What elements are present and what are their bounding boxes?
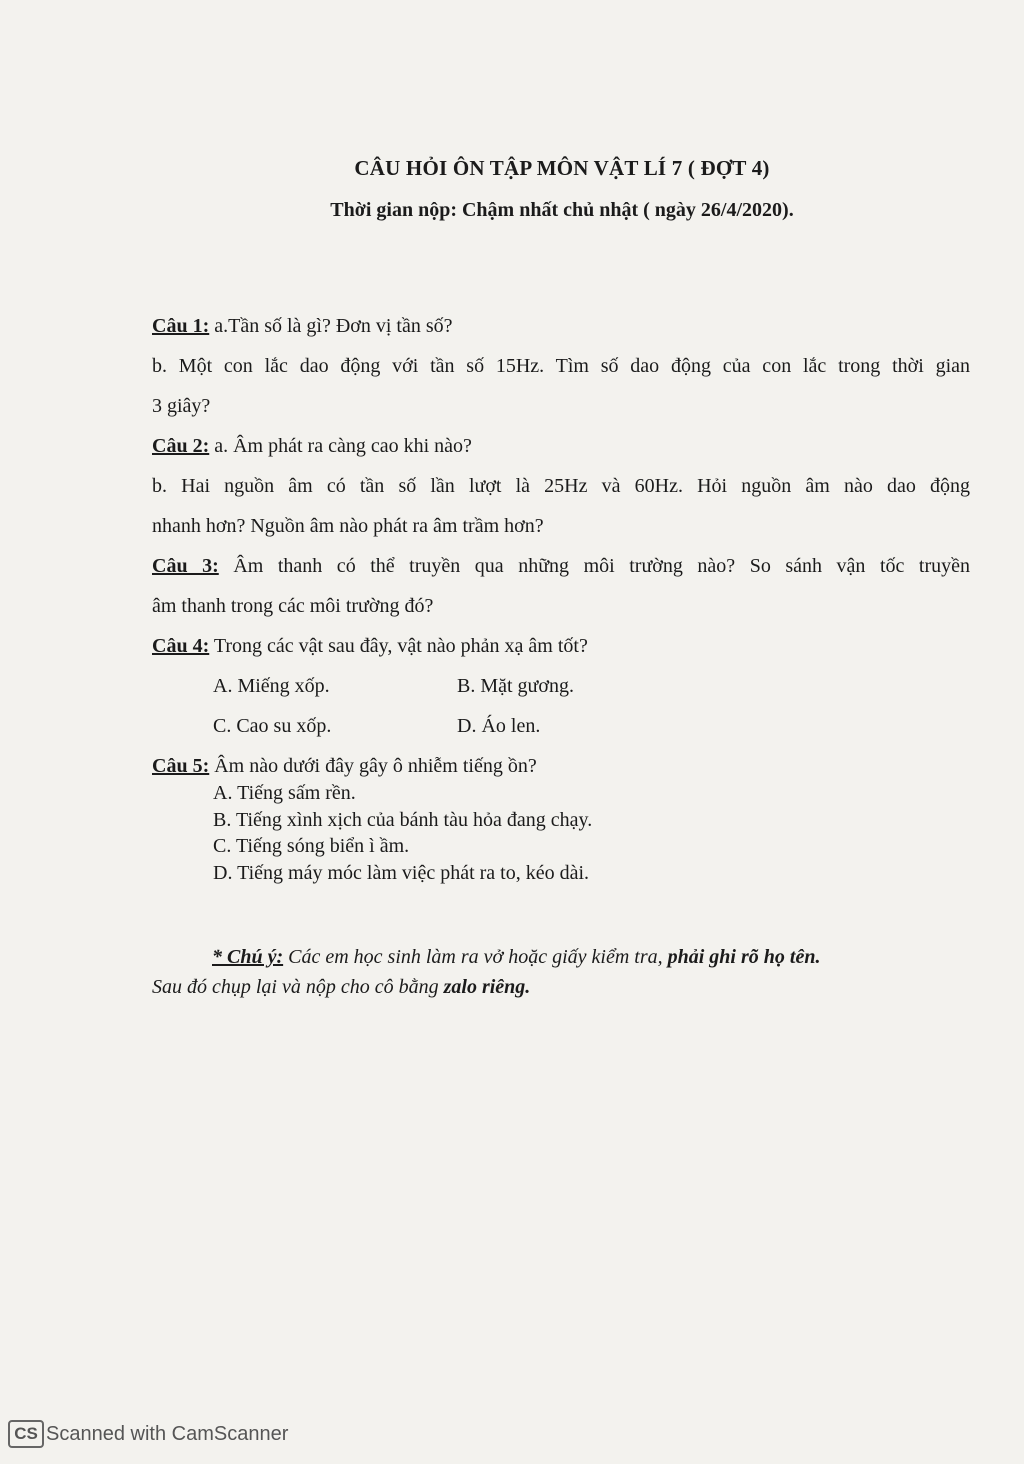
question-5-option-a: A. Tiếng sấm rền. [213, 782, 356, 804]
note-bold-1: phải ghi rõ họ tên. [667, 946, 821, 968]
question-1-part-b-line1: b. Một con lắc dao động với tần số 15Hz. Tìm số dao động của con lắc trong thời gian [152, 355, 970, 377]
question-4-text: Trong các vật sau đây, vật nào phản xạ âm tốt? [213, 635, 588, 657]
question-5-option-c: C. Tiếng sóng biển ì ầm. [213, 835, 410, 857]
note-line-1 [152, 942, 962, 972]
question-2-part-a: a. Âm phát ra càng cao khi nào? [214, 435, 472, 457]
scanner-watermark [8, 1418, 288, 1450]
question-2 [152, 426, 970, 466]
question-2-part-b-line1: b. Hai nguồn âm có tần số lần lượt là 25Hz và 60Hz. Hỏi nguồn âm nào dao động [152, 475, 970, 497]
question-list [152, 306, 970, 886]
question-4-option-b: B. Mặt gương. [457, 675, 574, 697]
question-4-option-a: A. Miếng xốp. [213, 675, 330, 697]
question-4 [152, 626, 970, 666]
question-4-options-row-2 [152, 706, 970, 746]
question-5-option-d: D. Tiếng máy móc làm việc phát ra to, kéo dài. [213, 861, 590, 884]
note-text-2: Sau đó chụp lại và nộp cho cô bằng [152, 976, 444, 998]
note-label: * Chú ý: [212, 946, 284, 968]
question-1 [152, 306, 970, 346]
question-5-option-b: B. Tiếng xình xịch của bánh tàu hỏa đang chạy. [213, 808, 593, 831]
question-4-label: Câu 4: [152, 635, 210, 657]
question-2-label: Câu 2: [152, 435, 210, 457]
instruction-note [152, 942, 962, 1002]
question-3-label: Câu 3: [152, 555, 219, 577]
note-text-1: Các em học sinh làm ra vở hoặc giấy kiểm tra, [283, 946, 668, 968]
question-3 [152, 546, 970, 586]
question-4-options-row-1 [152, 666, 970, 706]
note-bold-2: zalo riêng. [443, 976, 531, 998]
document-title: CÂU HỎI ÔN TẬP MÔN VẬT LÍ 7 ( ĐỢT 4) [354, 156, 770, 180]
question-1-part-a: a.Tần số là gì? Đơn vị tần số? [214, 315, 453, 337]
submission-deadline: Thời gian nộp: Chậm nhất chủ nhật ( ngày 26/4/2020). [330, 199, 794, 221]
watermark-text: Scanned with CamScanner [46, 1422, 289, 1445]
question-2-part-b-line2: nhanh hơn? Nguồn âm nào phát ra âm trầm hơn? [152, 515, 544, 537]
question-1-label: Câu 1: [152, 315, 210, 337]
question-5-options [152, 780, 970, 886]
question-4-option-c: C. Cao su xốp. [213, 715, 332, 737]
note-line-2 [152, 972, 962, 1002]
question-1-part-b-line2: 3 giây? [152, 395, 211, 417]
question-3-line1: Âm thanh có thể truyền qua những môi trường nào? So sánh vận tốc truyền [233, 555, 971, 577]
question-4-option-d: D. Áo len. [457, 715, 541, 737]
question-3-line2: âm thanh trong các môi trường đó? [152, 595, 434, 617]
question-5-text: Âm nào dưới đây gây ô nhiễm tiếng ồn? [214, 755, 537, 777]
camscanner-logo-icon: CS [8, 1420, 44, 1448]
question-5-label: Câu 5: [152, 755, 210, 777]
